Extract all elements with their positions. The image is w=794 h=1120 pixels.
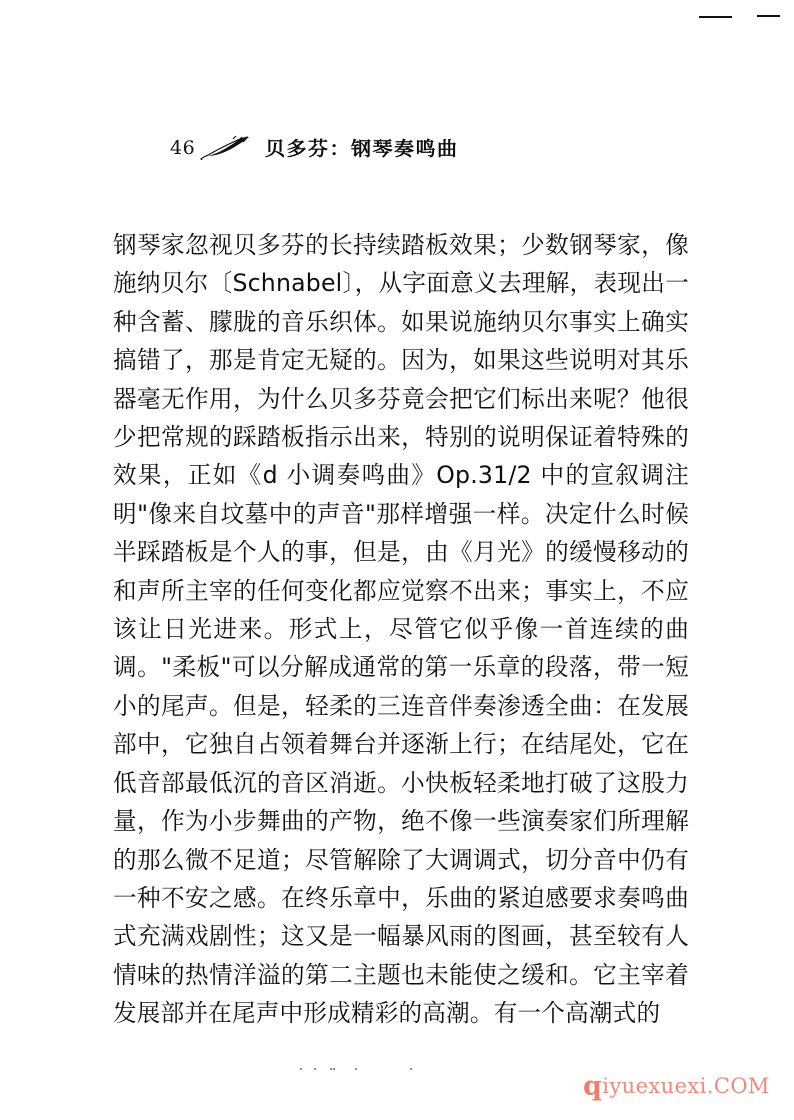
scan-artifact-rule-top-right-2 <box>757 15 780 17</box>
watermark-text: iyuexuexi.COM <box>602 1074 770 1098</box>
running-head <box>113 133 693 167</box>
scan-artifact-rule-top-right-1 <box>699 16 732 18</box>
body-paragraph: 钢琴家忽视贝多芬的长持续踏板效果；少数钢琴家，像施纳贝尔〔Schnabel〕，从字面意义去理解，表现出一种含蓄、朦胧的音乐织体。如果说施纳贝尔事实上确实搞错了，那是肯定无疑的。因为，如果这些说明对其乐器毫无作用，为什么贝多芬竟会把它们标出来呢？他很少把常规的踩踏板指示出来，特别的说明保证着特殊的效果，正如《d 小调奏鸣曲》Op.31/2 中的宣叙调注明"像来自坟墓中的声音"那样增强一样。决定什么时候半踩踏板是个人的事，但是，由《月光》的缓慢移动的和声所主宰的任何变化都应觉察不出来；事实上，不应该让日光进来。形式上，尽管它似乎像一首连续的曲调。"柔板"可以分解成通常的第一乐章的段落，带一短小的尾声。但是，轻柔的三连音伴奏渗透全曲：在发展部中，它独自占领着舞台并逐渐上行；在结尾处，它在低音部最低沉的音区消逝。小快板轻柔地打破了这股力量，作为小步舞曲的产物，绝不像一些演奏家们所理解的那么微不足道；尽管解除了大调调式，切分音中仍有一种不安之感。在终乐章中，乐曲的紧迫感要求奏鸣曲式充满戏剧性；这又是一幅暴风雨的图画，甚至较有人情味的热情洋溢的第二主题也未能使之缓和。它主宰着发展部并在尾声中形成精彩的高潮。有一个高潮式的 <box>113 231 689 1028</box>
leaf-flourish-ornament-icon <box>199 135 257 161</box>
site-watermark <box>583 1073 770 1100</box>
body-text <box>113 226 689 1033</box>
page-number: 46 <box>170 137 196 159</box>
watermark-lead-letter: q <box>583 1071 603 1102</box>
running-head-title: 贝多芬：钢琴奏鸣曲 <box>265 136 459 160</box>
scan-artifact-foot-dots <box>300 1068 500 1072</box>
